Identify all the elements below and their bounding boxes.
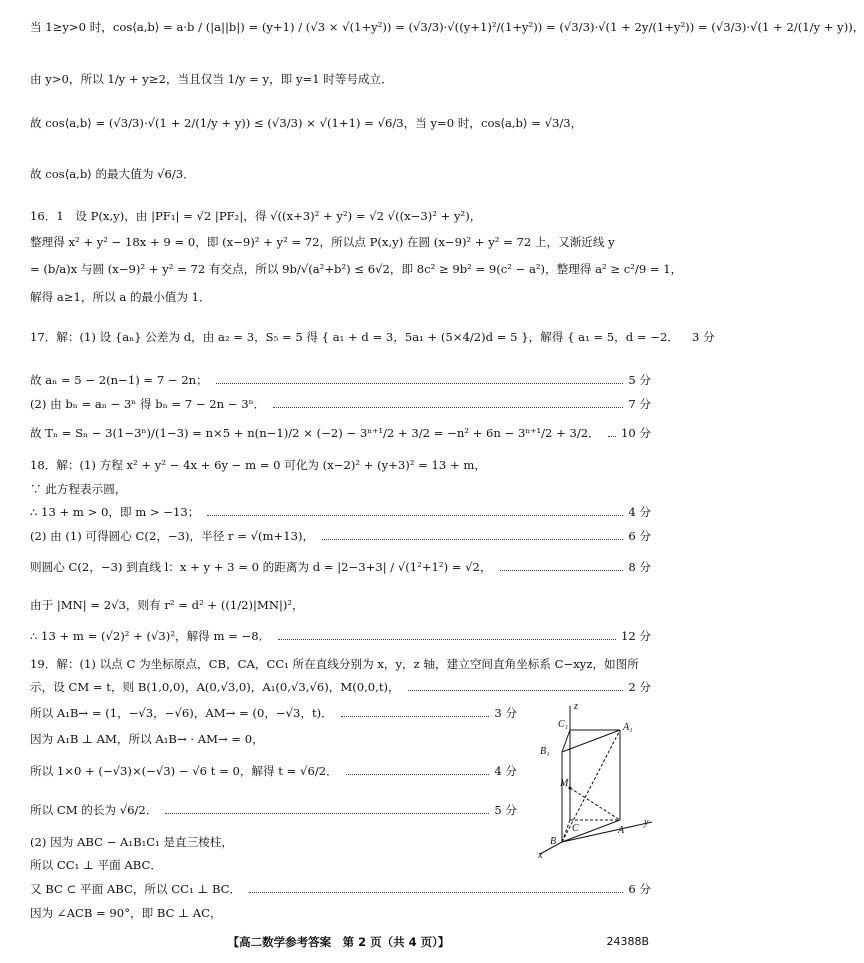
- line-16-setup: [30, 209, 651, 224]
- prism-figure: [528, 700, 658, 860]
- score-label: 7 分: [628, 397, 651, 411]
- label-b: B: [550, 836, 557, 847]
- edge-cb: [562, 820, 570, 842]
- segment-a1b: [562, 730, 620, 842]
- line-text: 因为 ∠ACB = 90°，即 BC ⊥ AC，: [30, 906, 222, 920]
- label-y: y: [644, 817, 649, 828]
- edge-b1a1: [562, 730, 620, 752]
- line-text: (2) 由 bₙ = aₙ − 3ⁿ 得 bₙ = 7 − 2n − 3ⁿ．: [30, 397, 266, 411]
- line-text: ∴ 13 + m = (√2)² + (√3)²，解得 m = −8．: [30, 629, 271, 643]
- line-text: 示，设 CM = t，则 B(1,0,0)，A(0,√3,0)，A₁(0,√3,√6)，M(0,0,t)，: [30, 680, 400, 694]
- line-15-max: [30, 167, 651, 182]
- label-a: A: [618, 825, 625, 836]
- label-x: x: [538, 850, 543, 861]
- line-text: 所以 A₁B→ = (1，−√3，−√6)，AM→ = (0，−√3，t)．: [30, 706, 333, 720]
- line-18-circle-note: [30, 482, 651, 497]
- line-17-tn: [30, 426, 651, 441]
- document-code: 24388B: [606, 935, 649, 948]
- score-label: 6 分: [628, 529, 651, 543]
- line-text: ∵ 此方程表示圆，: [30, 482, 127, 496]
- line-text: 当 1≥y>0 时，cos⟨a,b⟩ = a·b / (|a||b|) = (y+1) / (√3 × √(1+y²)) = (√3/3)·√((y+1)²/(1+y²)) = (√3/3)·√(1 + 2y/(1+y²)) = (√3/3)·√(1 + 2/(1/y + y))，: [30, 20, 864, 34]
- line-text: 18．解：(1) 方程 x² + y² − 4x + 6y − m = 0 可化为 (x−2)² + (y+3)² = 13 + m，: [30, 458, 486, 472]
- line-text: 故 Tₙ = Sₙ − 3(1−3ⁿ)/(1−3) = n×5 + n(n−1)/2 × (−2) − 3ⁿ⁺¹/2 + 3/2 = −n² + 6n − 3ⁿ⁺¹/2 + 3/2．: [30, 426, 600, 440]
- line-text: 所以 CM 的长为 √6/2．: [30, 803, 158, 817]
- score-label: 5 分: [494, 803, 517, 817]
- line-text: 所以 CC₁ ⊥ 平面 ABC．: [30, 858, 162, 872]
- prism-diagram: [528, 700, 658, 860]
- dot-leader: [500, 570, 624, 571]
- line-text: ∴ 13 + m > 0，即 m > −13；: [30, 505, 200, 519]
- line-18-answer: [30, 629, 651, 644]
- line-18-distance: [30, 560, 651, 575]
- line-19-bc-subset: [30, 882, 651, 897]
- dot-leader: [608, 436, 616, 437]
- line-18-m-range: [30, 505, 651, 520]
- line-text: (2) 因为 ABC − A₁B₁C₁ 是直三棱柱，: [30, 835, 233, 849]
- page-footer: 【高二数学参考答案 第 2 页（共 4 页）】: [227, 935, 450, 949]
- label-c: C: [572, 823, 579, 834]
- line-text: 由 y>0，所以 1/y + y≥2，当且仅当 1/y = y，即 y=1 时等号成立．: [30, 72, 393, 86]
- dot-leader: [249, 892, 623, 893]
- score-label: 8 分: [628, 560, 651, 574]
- line-text: 解得 a≥1，所以 a 的最小值为 1．: [30, 290, 211, 304]
- line-text: 17．解：(1) 设 {aₙ} 公差为 d，由 a₂ = 3，S₅ = 5 得 { a₁ + d = 3，5a₁ + (5×4/2)d = 5 }，解得 { a₁ = 5，d = −2．: [30, 330, 679, 344]
- line-text: 因为 A₁B ⊥ AM，所以 A₁B→ · AM→ = 0，: [30, 732, 264, 746]
- dot-leader: [165, 813, 489, 814]
- line-15-cos-expression: [30, 20, 864, 35]
- line-17-an: [30, 373, 651, 388]
- line-19-solve-t: [30, 764, 517, 779]
- segment-am: [570, 788, 620, 820]
- score-label: 5 分: [628, 373, 651, 387]
- line-19-perpendicular: [30, 732, 517, 747]
- score-label: 4 分: [494, 764, 517, 778]
- dot-leader: [346, 774, 490, 775]
- line-15-inequality: [30, 72, 651, 87]
- line-19-prism: [30, 835, 517, 850]
- label-b1: B₁: [540, 746, 550, 757]
- line-text: 所以 1×0 + (−√3)×(−√3) − √6 t = 0，解得 t = √6/2．: [30, 764, 338, 778]
- label-m: M: [560, 778, 569, 789]
- line-18-center: [30, 529, 651, 544]
- line-16-asymptote: [30, 262, 683, 277]
- line-19-coordinate-system: [30, 657, 651, 672]
- label-a1: A₁: [623, 722, 633, 733]
- dot-leader: [322, 539, 623, 540]
- score-label: 2 分: [628, 680, 651, 694]
- line-19-angle: [30, 906, 651, 921]
- dot-leader: [341, 716, 490, 717]
- line-16-answer: [30, 290, 651, 305]
- label-z: z: [574, 701, 578, 712]
- line-text: 故 cos⟨a,b⟩ = (√3/3)·√(1 + 2/(1/y + y)) ≤ (√3/3) × √(1+1) = √6/3，当 y=0 时，cos⟨a,b⟩ = √3/3，: [30, 116, 583, 130]
- line-19-cm-length: [30, 803, 517, 818]
- label-c1: C₁: [558, 719, 569, 730]
- dot-leader: [273, 407, 623, 408]
- line-text: 19．解：(1) 以点 C 为坐标原点，CB，CA，CC₁ 所在直线分别为 x，y，z 轴，建立空间直角坐标系 C−xyz，如图所: [30, 657, 639, 671]
- line-19-cc1-perp: [30, 858, 517, 873]
- dot-leader: [408, 690, 624, 691]
- line-text: 整理得 x² + y² − 18x + 9 = 0，即 (x−9)² + y² = 72，所以点 P(x,y) 在圆 (x−9)² + y² = 72 上，又渐近线 y: [30, 235, 615, 249]
- line-19-vectors: [30, 706, 517, 721]
- dot-leader: [278, 639, 616, 640]
- point-m: [569, 787, 572, 790]
- line-text: = (b/a)x 与圆 (x−9)² + y² = 72 有交点，所以 9b/√(a²+b²) ≤ 6√2，即 8c² ≥ 9b² = 9(c² − a²)，整理得 a² ≥ c²/9 = 1，: [30, 262, 683, 276]
- score-label: 3 分: [494, 706, 517, 720]
- score-label: 3 分: [691, 330, 715, 344]
- line-15-bound: [30, 116, 651, 131]
- edge-b1c1: [562, 730, 570, 752]
- line-text: 则圆心 C(2，−3) 到直线 l：x + y + 3 = 0 的距离为 d = |2−3+3| / √(1²+1²) = √2，: [30, 560, 492, 574]
- dot-leader: [207, 515, 623, 516]
- line-16-circle: [30, 235, 651, 250]
- line-19-points: [30, 680, 651, 695]
- line-text: 故 cos⟨a,b⟩ 的最大值为 √6/3．: [30, 167, 195, 181]
- line-17-bn: [30, 397, 651, 412]
- score-label: 10 分: [620, 426, 651, 440]
- dot-leader: [216, 383, 624, 384]
- score-label: 4 分: [628, 505, 651, 519]
- line-17-system: [30, 330, 715, 345]
- score-label: 6 分: [628, 882, 651, 896]
- line-text: 由于 |MN| = 2√3，则有 r² = d² + ((1/2)|MN|)²，: [30, 598, 304, 612]
- line-18-equation: [30, 458, 651, 473]
- line-18-chord: [30, 598, 651, 613]
- line-text: 又 BC ⊂ 平面 ABC，所以 CC₁ ⊥ BC．: [30, 882, 242, 896]
- line-text: (2) 由 (1) 可得圆心 C(2，−3)，半径 r = √(m+13)，: [30, 529, 315, 543]
- score-label: 12 分: [620, 629, 651, 643]
- line-text: 16．1 设 P(x,y)，由 |PF₁| = √2 |PF₂|，得 √((x+3)² + y²) = √2 √((x−3)² + y²)，: [30, 209, 482, 223]
- line-text: 故 aₙ = 5 − 2(n−1) = 7 − 2n；: [30, 373, 208, 387]
